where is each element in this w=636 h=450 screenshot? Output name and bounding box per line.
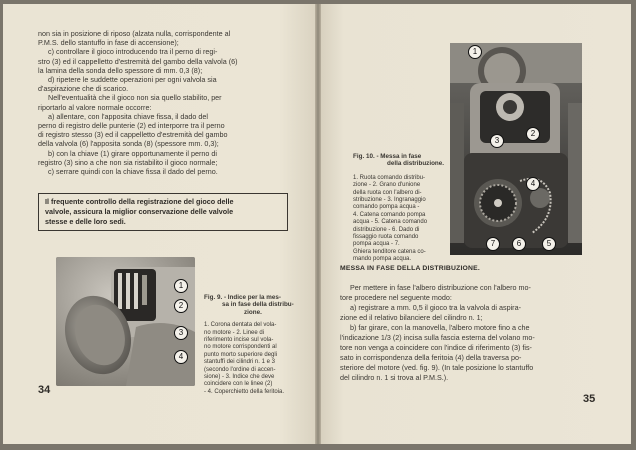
caption-line: Ghiera tenditore catena co- xyxy=(353,248,426,255)
text-line: Per mettere in fase l'albero distribuzione con l'albero mo- xyxy=(350,283,531,292)
section-title: MESSA IN FASE DELLA DISTRIBUZIONE. xyxy=(340,265,480,272)
text-line: sato in corrispondenza della feritoia (4) della traversa po- xyxy=(340,353,522,362)
figure-callout: 2 xyxy=(526,127,540,141)
text-line: d) ripetere le suddette operazioni per ogni valvola sia xyxy=(48,75,217,85)
text-line: l'indicazione 1/3 (2) incisa sulla fascia esterna del volano mo- xyxy=(340,333,535,342)
caption-line: della ruota con l'albero di- xyxy=(353,189,422,196)
text-line: c) controllare il gioco introducendo tra il perno di regi- xyxy=(48,47,218,57)
left-body-text xyxy=(38,29,238,176)
right-body-text xyxy=(340,283,535,383)
figure-callout: 2 xyxy=(174,299,188,313)
text-line: a) allentare, con l'apposita chiave fissa, il dado del xyxy=(48,111,208,121)
text-line: perno di registro delle punterie (2) ed interporre tra il perno xyxy=(38,121,225,131)
text-line: della valvola (6) l'apposita sonda (8) (spessore mm. 0,3); xyxy=(38,139,219,149)
figure-callout: 1 xyxy=(468,45,482,59)
caption-title-line: sa in fase della distribu- xyxy=(222,301,294,309)
caption-line: comando pompa acqua - xyxy=(353,204,420,211)
caption-title-line: della distribuzione. xyxy=(387,160,445,168)
caption-line: mando pompa acqua. xyxy=(353,256,412,263)
caption-line: distribuzione - 6. Dado di xyxy=(353,226,420,233)
caption-line: punto morto superiore degli xyxy=(204,351,278,358)
page-number-left: 34 xyxy=(38,384,51,396)
text-line: P.M.S. dello stantuffo in fase di accensione); xyxy=(38,38,179,48)
book-gutter xyxy=(315,4,321,444)
caption-line: stantuffi dei cilindri n. 1 e 3 xyxy=(204,359,275,366)
text-line: Nell'eventualità che il gioco non sia quello stabilito, per xyxy=(48,93,222,103)
figure-callout: 6 xyxy=(512,237,526,251)
caption-line: fissaggio ruota comando xyxy=(353,234,419,241)
caption-title-line: zione. xyxy=(244,308,262,316)
caption-line: 4. Catena comando pompa xyxy=(353,211,426,218)
figure-callout: 1 xyxy=(174,279,188,293)
text-line: steriore del motore (ved. fig. 9). (In tale posizione lo stantuffo xyxy=(340,363,534,372)
text-line: a) registrare a mm. 0,5 il gioco tra la valvola di aspira- xyxy=(350,303,521,312)
caption-line: coincidere con le linee (2) xyxy=(204,381,273,388)
figure-callout: 7 xyxy=(486,237,500,251)
page-number-right: 35 xyxy=(583,393,596,405)
figure-10-photo xyxy=(450,43,582,255)
caption-title-line: Fig. 9. - Indice per la mes- xyxy=(204,294,281,301)
text-line: d'aspirazione che di scarico. xyxy=(38,84,129,94)
text-line: registro (3) sino a che non sia ristabilito il gioco normale; xyxy=(38,157,218,167)
caption-line: no motore - 2. Linee di xyxy=(204,329,265,336)
text-line: la lamina della sonda dello spessore di mm. 0,3 (8); xyxy=(38,65,203,75)
text-line: tore procedere nel seguente modo: xyxy=(340,293,452,302)
highlight-line: valvole, assicura la miglior conservazione delle valvole xyxy=(45,207,234,216)
figure-10-caption xyxy=(353,153,444,264)
caption-line: acqua - 5. Catena comando xyxy=(353,219,428,226)
figure-callout: 3 xyxy=(174,326,188,340)
figure-9-caption xyxy=(204,294,294,396)
caption-line: pompa acqua - 7. xyxy=(353,241,400,248)
flywheel-window-illustration xyxy=(56,257,195,386)
text-line: b) far girare, con la manovella, l'albero motore fino a che xyxy=(350,323,530,332)
text-line: di registro stesso (3) ed il cappelletto d'estremità del gambo xyxy=(38,130,228,140)
highlight-box xyxy=(38,193,288,231)
text-line: tore non venga a coincidere con l'indice di riferimento (3) fis- xyxy=(340,343,532,352)
timing-gear-illustration xyxy=(450,43,582,255)
caption-line: (secondo l'ordine di accen- xyxy=(204,366,276,373)
caption-line: 1. Corona dentata del vola- xyxy=(204,322,277,329)
text-line: zione ed il relativo bilanciere del cilindro n. 1; xyxy=(340,313,483,322)
text-line: c) serrare quindi con la chiave fissa il dado del perno. xyxy=(48,167,218,177)
figure-callout: 4 xyxy=(526,177,540,191)
caption-line: 1. Ruota comando distribu- xyxy=(353,174,426,181)
caption-line: no motore corrispondenti al xyxy=(204,344,277,351)
figure-9-photo xyxy=(56,257,195,386)
caption-line: stribuzione - 3. Ingranaggio xyxy=(353,197,426,204)
text-line: riportarlo al valore normale occorre: xyxy=(38,102,152,112)
figure-callout: 4 xyxy=(174,350,188,364)
highlight-line: Il frequente controllo della registrazione del gioco delle xyxy=(45,197,234,206)
text-line: non sia in posizione di riposo (alzata nulla, corrispondente al xyxy=(38,29,231,38)
text-line: del cilindro n. 1 si trova al P.M.S.). xyxy=(340,373,449,382)
figure-callout: 3 xyxy=(490,134,504,148)
caption-line: - 4. Coperchietto della feritoia. xyxy=(204,388,285,395)
highlight-line: stesse e delle loro sedi. xyxy=(45,217,126,226)
figure-callout: 5 xyxy=(542,237,556,251)
text-line: b) con la chiave (1) girare opportunamente il perno di xyxy=(48,148,218,158)
text-line: stro (3) ed il cappelletto d'estremità del gambo della valvola (6) xyxy=(38,56,238,66)
caption-title-line: Fig. 10. - Messa in fase xyxy=(353,153,422,160)
caption-line: zione - 2. Grano d'unione xyxy=(353,182,421,189)
caption-line: riferimento incise sul vola- xyxy=(204,337,274,344)
caption-line: sione) - 3. Indice che deve xyxy=(204,374,275,381)
